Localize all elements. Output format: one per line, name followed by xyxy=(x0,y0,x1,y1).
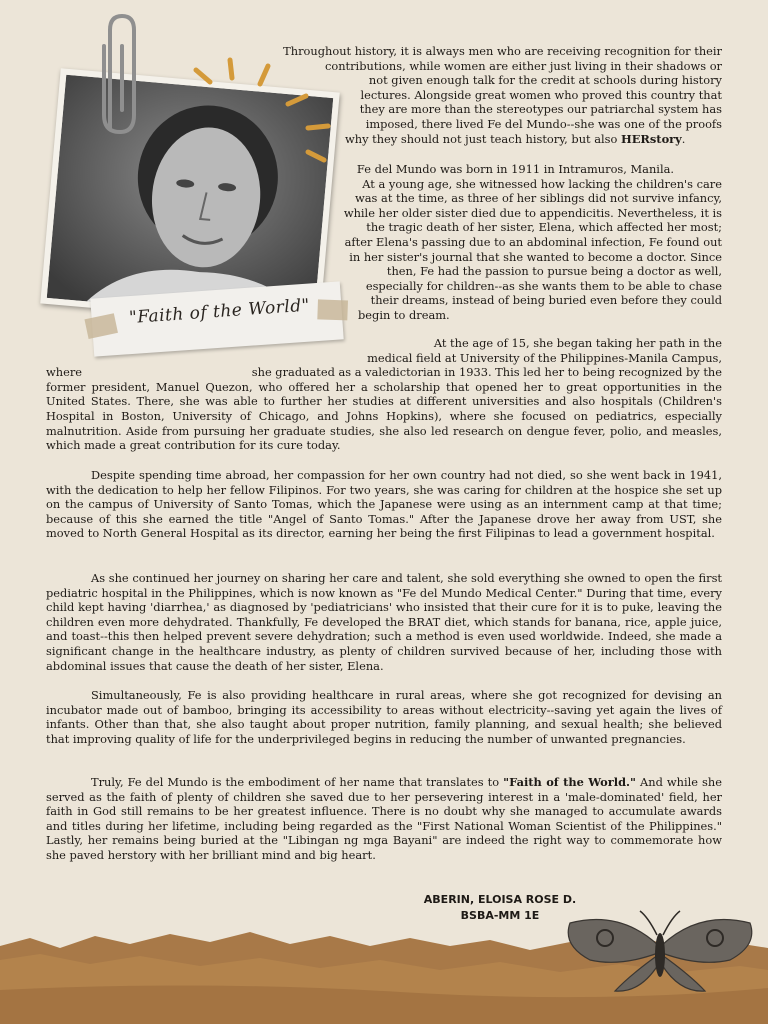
moth-icon xyxy=(560,905,760,995)
author-name: ABERIN, ELOISA ROSE D. xyxy=(423,893,577,906)
text-block: former president, Manuel Quezon, who offered her a scholarship that opened her to great opportunities in the United States. There, she was able to further her studies at different universities and also hospitals (Children's Hospital in Boston, University of Chicago, and Johns Hopkins), where she focused on pediatrics, especially malnutrition. Aside from pursuing her graduate studies, she also led research on dengue fever, polio, and measles, which made a great contribution for its cure today. xyxy=(46,379,722,453)
text-fragment: And while she served as the faith of plenty of children she saved due to her persevering interest in a 'male-dominated' field, her faith in God still remains to be her greatest influence. There is no doubt why she managed to accumulate awards and titles during her lifetime, including being regarded as the "First National Woman Scientist of the Philippines." Lastly, her remains being buried at the "Libingan ng mga Bayani" are indeed the right way to commemorate how she paved herstory with her brilliant mind and big heart. xyxy=(46,775,722,862)
text-line: their dreams, instead of being buried even before they could xyxy=(370,293,722,308)
text-line: imposed, there lived Fe del Mundo--she was one of the proofs xyxy=(365,116,722,131)
text-line: then, Fe had the passion to pursue being a doctor as well, xyxy=(386,264,722,279)
text-line: Throughout history, it is always men who are receiving recognition for their xyxy=(283,44,722,58)
text-fragment: Truly, Fe del Mundo is the embodiment of her name that translates to xyxy=(91,775,504,789)
text-line: was at the time, as three of her siblings did not survive infancy, xyxy=(355,191,722,206)
text-line: Fe del Mundo was born in 1911 in Intramuros, Manila. xyxy=(356,162,674,176)
text-line: contributions, while women are either just living in their shadows or xyxy=(324,58,722,73)
paragraph-3 xyxy=(46,336,722,453)
text-line: At a young age, she witnessed how lacking the children's care xyxy=(362,176,722,191)
text-line: especially for children--as she wants them to be able to chase xyxy=(365,278,722,293)
paragraph-1 xyxy=(240,44,722,146)
text-line: they are more than the stereotypes our patriarchal system has xyxy=(359,102,722,117)
text-line: At the age of 15, she began taking her path in the xyxy=(433,336,722,350)
faith-of-the-world-bold: "Faith of the World." xyxy=(503,775,636,789)
text-line xyxy=(46,365,722,380)
herstory-bold: HERstory xyxy=(620,131,682,146)
text-fragment: . xyxy=(681,131,686,146)
paragraph-2 xyxy=(322,162,722,323)
text-line: while her older sister died due to appendicitis. Nevertheless, it is xyxy=(343,205,722,220)
author-section: BSBA-MM 1E xyxy=(460,909,540,922)
paragraph-6: Simultaneously, Fe is also providing healthcare in rural areas, where she got recognized for devising an incubator made out of bamboo, bringing its accessibility to areas without electricity--saving yet again the lives of infants. Other than that, she also taught about proper nutrition, family planning, and sexual health; she believed that improving quality of life for the underprivileged begins in reducing the number of unwanted pregnancies. xyxy=(46,688,722,746)
text-line xyxy=(240,132,722,147)
text-line: not given enough talk for the credit at schools during history xyxy=(368,73,722,88)
text-fragment: she graduated as a valedictorian in 1933. This led her to being recognized by the xyxy=(251,365,722,380)
paragraph-4: Despite spending time abroad, her compassion for her own country had not died, so she went back in 1941, with the dedication to help her fellow Filipinos. For two years, she was caring for children at the hospice she set up on the campus of University of Santo Tomas, which the Japanese were using as an internment camp at that time; because of this she earned the title "Angel of Santo Tomas." After the Japanese drove her away from UST, she moved to North General Hospital as its director, earning her being the first Filipinas to lead a government hospital. xyxy=(46,468,722,541)
text-fragment: where xyxy=(46,365,83,380)
paperclip-icon xyxy=(96,10,142,140)
text-fragment: why they should not just teach history, but also xyxy=(345,131,621,146)
text-line: after Elena's passing due to an abdominal infection, Fe found out xyxy=(344,234,722,249)
text-line: lectures. Alongside great women who proved this country that xyxy=(360,87,722,102)
text-line: in her sister's journal that she wanted to become a doctor. Since xyxy=(349,249,722,264)
paragraph-7 xyxy=(46,775,722,863)
text-line: medical field at University of the Philippines-Manila Campus, xyxy=(367,350,722,365)
text-line: begin to dream. xyxy=(358,307,450,322)
text-line: the tragic death of her sister, Elena, which affected her most; xyxy=(366,220,722,235)
paragraph-5: As she continued her journey on sharing her care and talent, she sold everything she owned to open the first pediatric hospital in the Philippines, which is now known as "Fe del Mundo Medical Center." During that time, every child kept having 'diarrhea,' as diagnosed by 'pediatricians' who insisted that their cure for it is to puke, leaving the children even more dehydrated. Thankfully, Fe developed the BRAT diet, which stands for banana, rice, apple juice, and toast--this then helped prevent severe dehydration; such a method is even used worldwide. Indeed, she made a significant change in the healthcare industry, as plenty of children survived because of her, including those with abdominal issues that cause the death of her sister, Elena. xyxy=(46,571,722,673)
photo-caption: "Faith of the World" xyxy=(128,295,311,329)
